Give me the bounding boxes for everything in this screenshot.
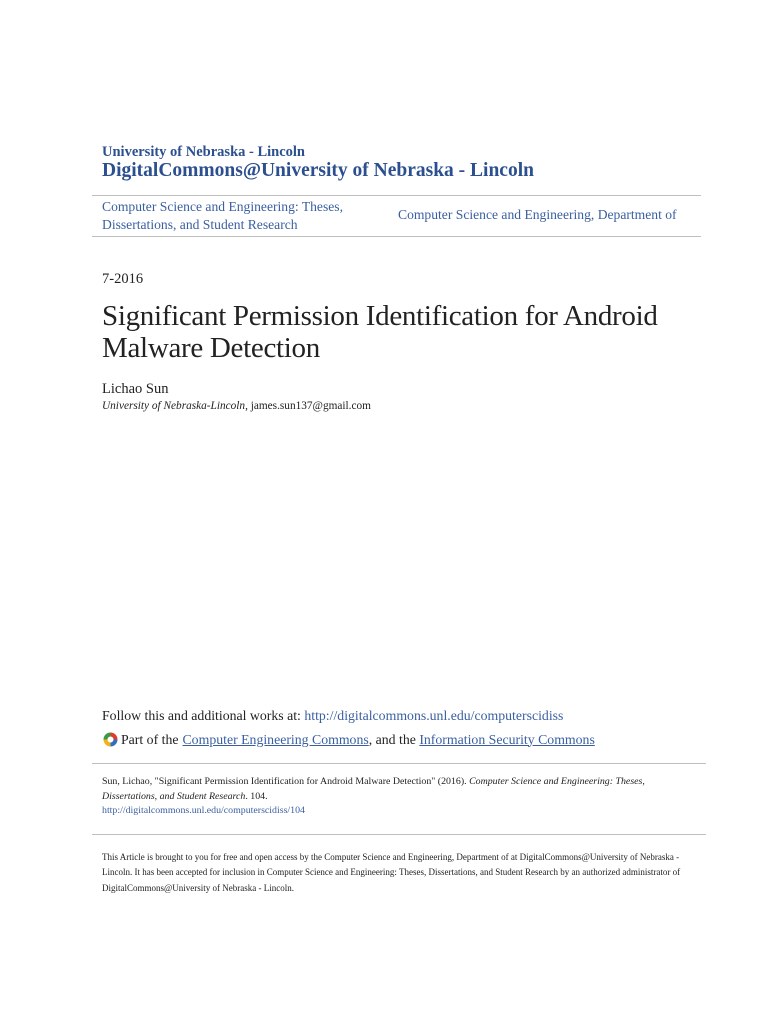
partof-label: Part of the (121, 731, 179, 747)
follow-url-link[interactable]: http://digitalcommons.unl.edu/computerscidiss (304, 708, 564, 723)
top-divider (92, 195, 701, 196)
part-of-line (102, 731, 595, 748)
citation-block (102, 775, 682, 819)
citation-url-link[interactable]: http://digitalcommons.unl.edu/computerscidiss/104 (102, 805, 305, 816)
computer-engineering-commons-link[interactable]: Computer Engineering Commons (182, 731, 369, 747)
article-title: Significant Permission Identification for Android Malware Detection (102, 300, 658, 364)
affiliation-name: University of Nebraska-Lincoln (102, 400, 246, 412)
notice-divider (92, 834, 706, 835)
author-affiliation (102, 400, 371, 412)
author-name: Lichao Sun (102, 381, 169, 397)
publication-date: 7-2016 (102, 271, 144, 287)
department-link[interactable]: Computer Science and Engineering, Department of (398, 207, 677, 222)
bottom-divider (92, 236, 701, 237)
access-notice: This Article is brought to you for free and open access by the Computer Science and Engineering, Department of at DigitalCommons@University of Nebraska - Lincoln. It has been accepted for inclusion in Computer Science and Engineering: Theses, Dissertations, and Student Research by an authorized administrator of DigitalCommons@University of Nebraska - Lincoln. (102, 852, 681, 893)
series-link[interactable]: Computer Science and Engineering: Theses, Dissertations, and Student Research (102, 199, 343, 232)
repository-name[interactable]: DigitalCommons@University of Nebraska - Lincoln (102, 160, 534, 181)
citation-suffix: . 104. (245, 790, 268, 802)
author-email: , james.sun137@gmail.com (245, 400, 371, 412)
citation-divider (92, 763, 706, 764)
and-the-text: , and the (368, 731, 420, 747)
follow-line (102, 708, 563, 724)
citation-prefix: Sun, Lichao, "Significant Permission Identification for Android Malware Detection" (2016). (102, 776, 470, 787)
citation-series: Computer Science and Engineering: Theses, Dissertations, and Student Research (102, 776, 645, 802)
follow-label: Follow this and additional works at: (102, 708, 305, 723)
institution-name[interactable]: University of Nebraska - Lincoln (102, 144, 305, 160)
commons-network-icon (102, 731, 119, 748)
information-security-commons-link[interactable]: Information Security Commons (419, 731, 595, 747)
